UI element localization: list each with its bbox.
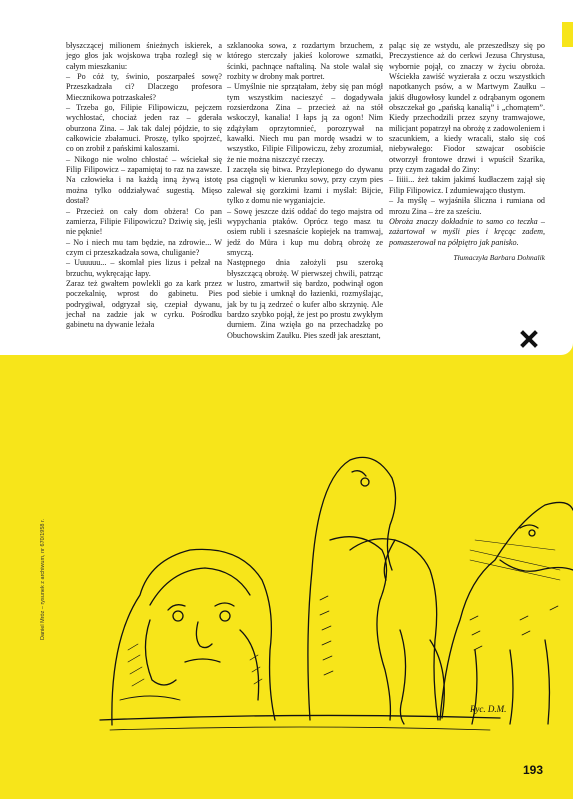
paragraph: – Sowę jeszcze dziś oddać do tego majstra od wypychania ptaków. Oprócz tego masz tu osiem rubli i szesnaście kopiejek na tramwaj, jedź do Müra i kup mu dobrą obrożę ze smyczą.	[227, 206, 383, 257]
paragraph: – Przecież on cały dom obżera! Co pan zamierza, Filipie Filipowiczu? Dziwię się, jeśli nie pęknie!	[66, 206, 222, 237]
paragraph: I zaczęła się bitwa. Przylepionego do dywanu psa ciągnęli w kierunku sowy, przy czym pies zalewał się gorzkimi łzami i myślał: Bijcie, tylko z domu nie wyganiajcie.	[227, 165, 383, 206]
paragraph: – No i niech mu tam będzie, na zdrowie... W czym ci przeszkadzała sowa, chuliganie?	[66, 237, 222, 257]
page-number: 193	[522, 763, 543, 777]
paragraph: – Po cóż ty, świnio, poszarpałeś sowę? Przeszkadzała ci? Dlaczego profesora Miecznikowa potrzaskałeś?	[66, 72, 222, 102]
paragraph: Następnego dnia założyli psu szeroką błyszczącą obrożę. W pierwszej chwili, patrząc w lustro, zmartwił się bardzo, podwinął ogon pod siebie i umknął do łazienki, rozmyślając, jak by tu ją zedrzeć o kufer albo skrzynię. Ale bardzo szybko pojął, że jest po prostu zwykłym durniem. Zina wzięła go na przechadzkę po Obuchowskim Zaułku. Pies szedł jak aresztant,	[227, 258, 383, 340]
text-column-1	[66, 41, 222, 331]
artist-signature: Ryc. D.M.	[470, 704, 507, 714]
paragraph: – Trzeba go, Filipie Filipowiczu, pejczem wychłostać, chociaż jeden raz – gderała oburzona Zina. – Jak tak dalej pójdzie, to się całkowicie zbałamuci. Proszę, tylko spojrzeć, co on zrobił z pańskimi kaloszami.	[66, 103, 222, 154]
translator-credit: Tłumaczyła Barbara Dohnalik	[453, 252, 545, 262]
text-column-2	[227, 41, 383, 341]
cross-x-icon	[520, 330, 538, 348]
paragraph: – Iiiii... żeż takim jakimś kudłaczem zajął się Filip Filipowicz. I zdumiewająco tłustym.	[389, 175, 545, 195]
edge-tab	[562, 22, 573, 47]
paragraph: Zaraz też gwałtem powlekli go za kark przez poczekalnię, wprost do gabinetu. Pies podrygiwał, odgryzał się, czepiał dywanu, jechał na zadzie jak w cyrku. Pośrodku gabinetu na dywanie leżała	[66, 278, 222, 330]
paragraph: – Umyślnie nie sprzątałam, żeby się pan mógł tym wszystkim nacieszyć – dogadywała rozsierdzona Zina – przecież aż na stół wskoczył, kanalia! I łaps ją za ogon! Nim zdążyłam oprzytomnieć, porozrywał na kawałki. Niech mu pan mordę wsadzi w to wszystko, Filipie Filipowiczu, żeby zrozumiał, że nie można niszczyć rzeczy.	[227, 82, 383, 164]
illustration-credit: Daniel Mróz – rysunek z archiwum, nr 670/1958 r.	[40, 518, 46, 640]
paragraph: – Ja myślę – wyjaśniła śliczna i rumiana od mrozu Zina – żre za sześciu.	[389, 196, 545, 216]
paragraph: Obroża znaczy dokładnie to samo co teczka – zażartował w myśli pies i kręcąc zadem, pomaszerował na półpiętro jak panisko.	[389, 216, 545, 247]
paragraph: szklanooka sowa, z rozdartym brzuchem, z którego sterczały jakieś kolorowe szmatki, ścinki, pachnące naftaliną. Na stole walał się rozbity w drobny mak portret.	[227, 41, 383, 82]
dog-characters-illustration	[0, 400, 573, 760]
text-column-3	[389, 41, 545, 263]
text-panel	[0, 0, 573, 355]
paragraph: błyszczącej milionem śnieżnych iskierek, a jego głos jak wojskowa trąba rozległ się w całym mieszkaniu:	[66, 41, 222, 71]
paragraph: – Uuuuuu... – skomlał pies lizus i pełzał na brzuchu, wykręcając łapy.	[66, 258, 222, 278]
paragraph: – Nikogo nie wolno chłostać – wściekał się Filip Filipowicz – zapamiętaj to raz na zawsze. Na człowieka i na każdą inną żywą istotę można tylko oddziaływać sugestią. Mięso dostał?	[66, 154, 222, 206]
paragraph: paląc się ze wstydu, ale przeszedłszy się po Preczystience aż do cerkwi Jezusa Chrystusa, wybornie pojął, co znaczy w życiu obroża. Wściekła zawiść wyzierała z oczu wszystkich napotkanych psów, a w Martwym Zaułku – jakiś długowłosy kundel z odrąbanym ogonem obszczekał go „pańską kanalią” i „chomątem”. Kiedy przechodzili przez szyny tramwajowe, milicjant popatrzył na obrożę z zadowoleniem i szacunkiem, a kiedy wracali, stało się coś niebywałego: Fiodor szwajcar osobiście otworzył frontowe drzwi i wpuścił Szarika, przy czym zagadał do Ziny:	[389, 41, 545, 175]
